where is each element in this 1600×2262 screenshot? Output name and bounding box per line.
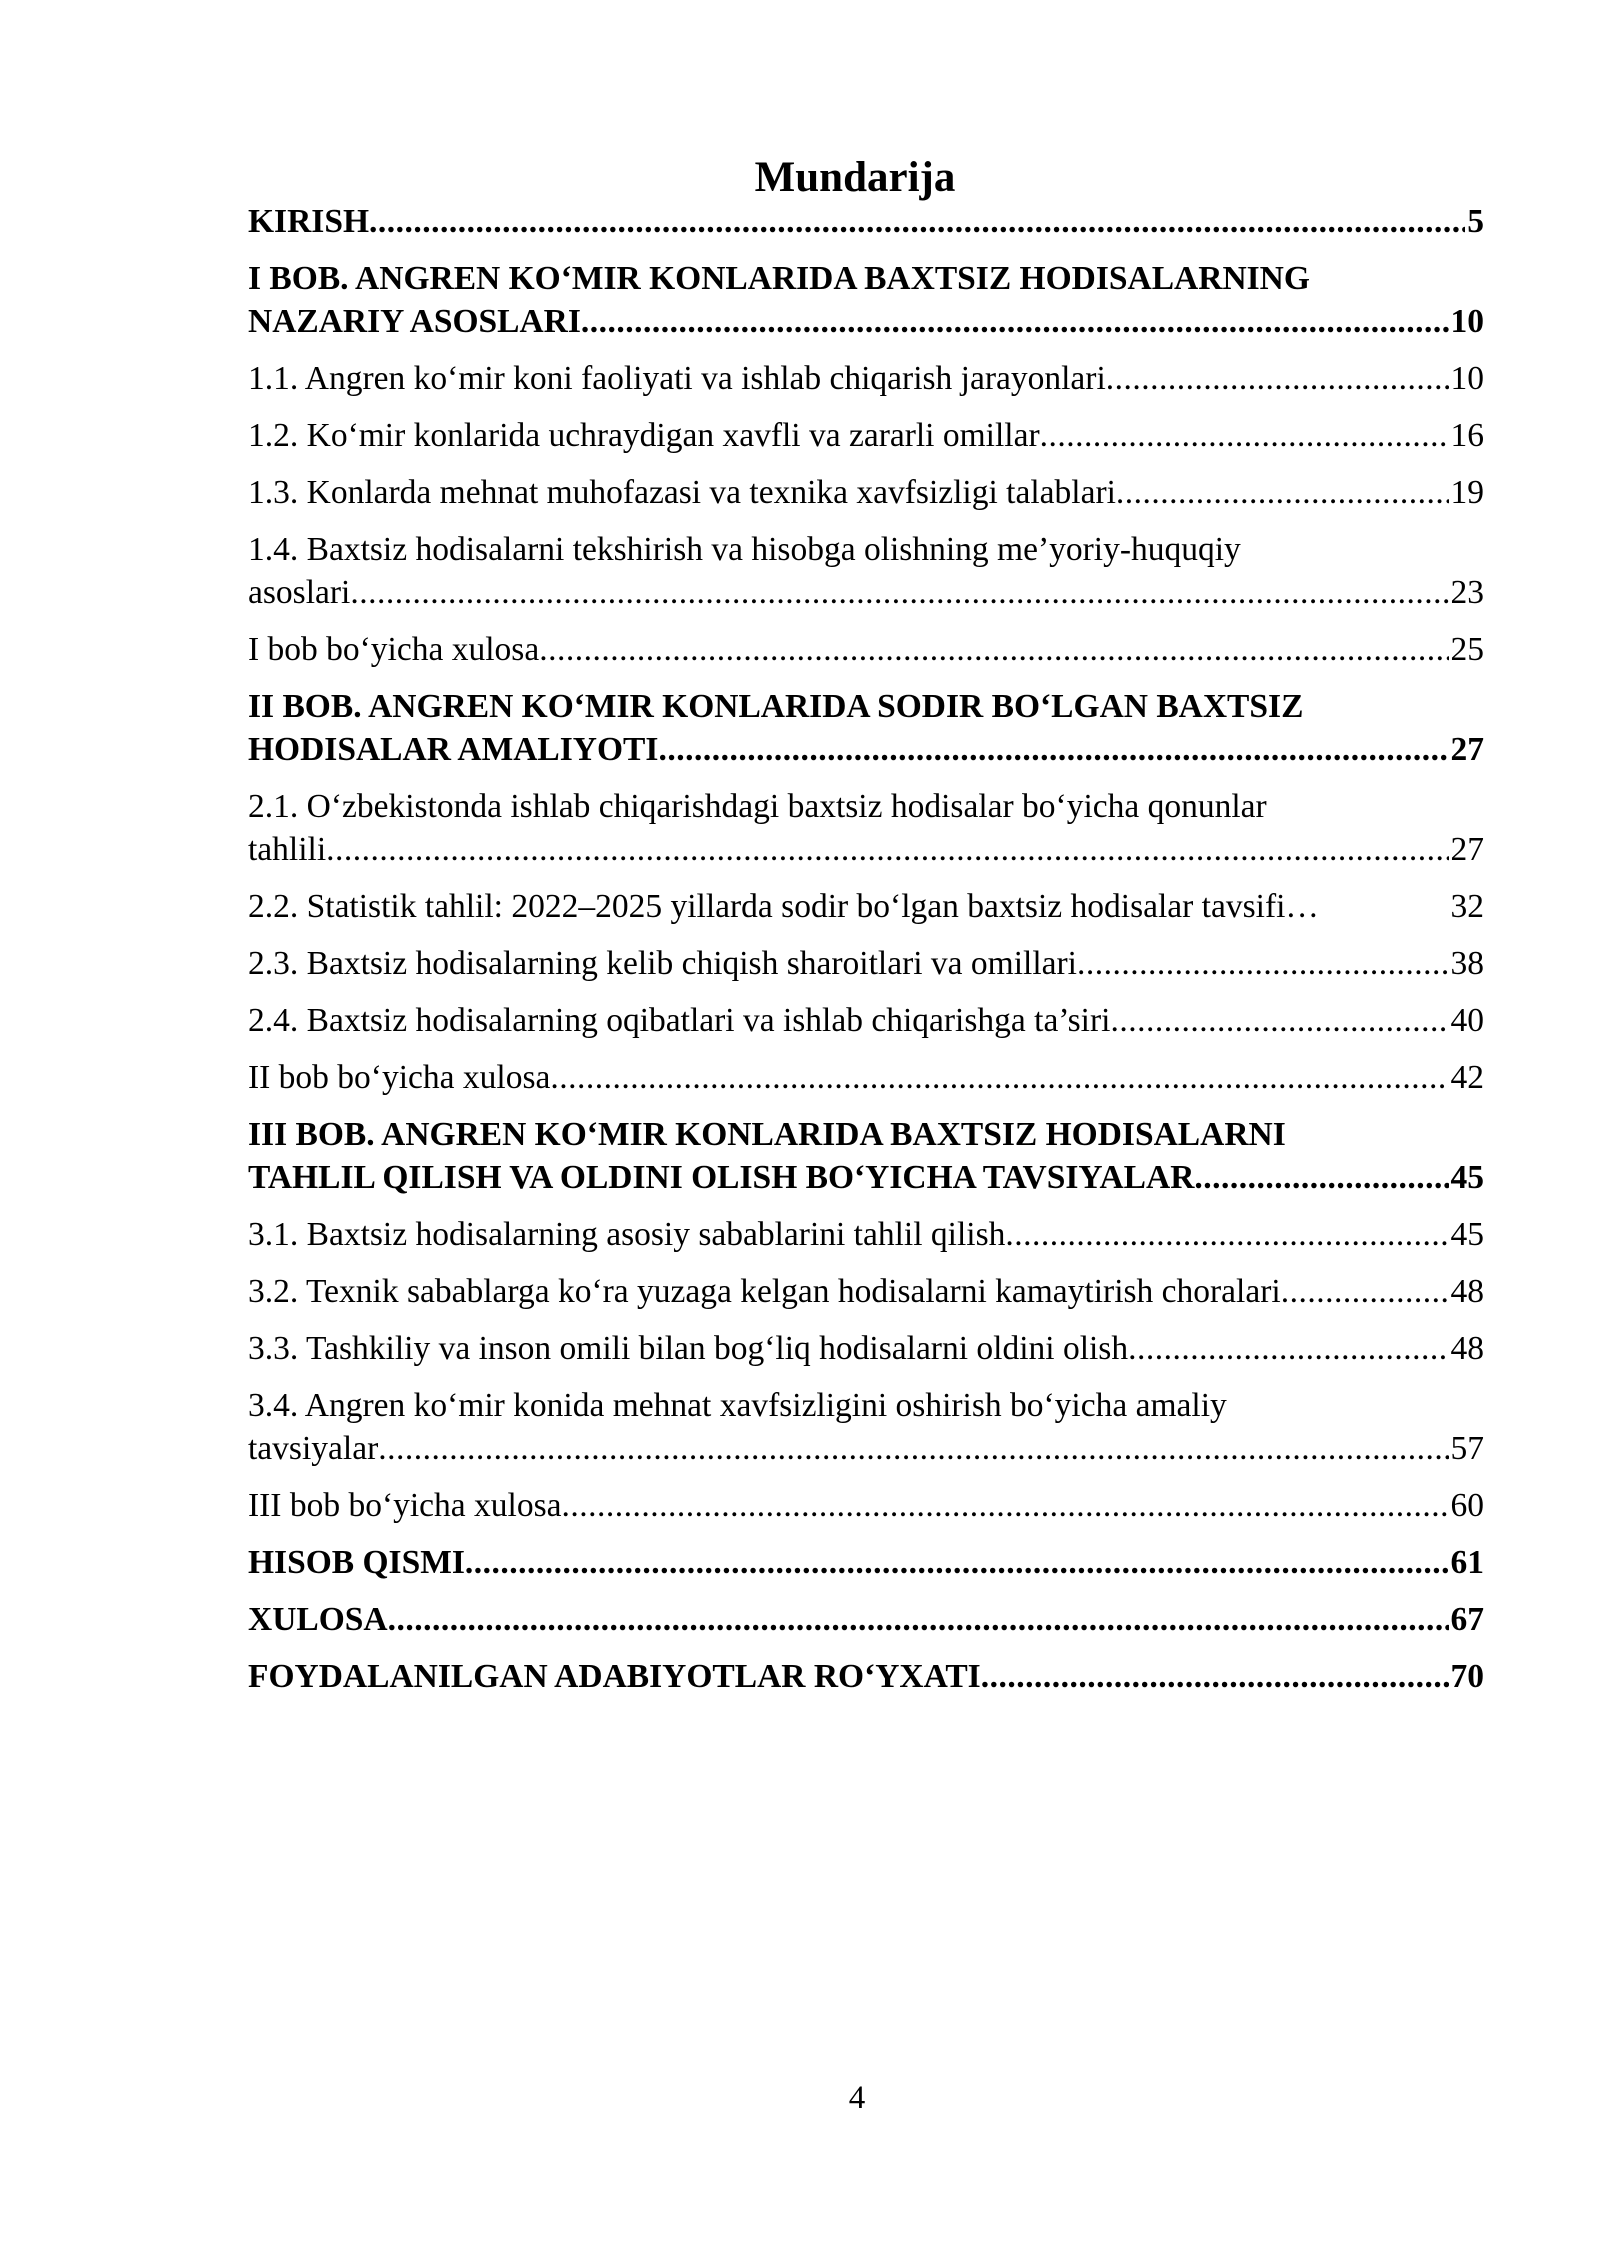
toc-entry-line <box>248 1327 1484 1370</box>
toc-entry-page-number: 45 <box>1450 1159 1484 1196</box>
dot-leader <box>465 1541 1449 1584</box>
toc-entry-title: 2.3. Baxtsiz hodisalarning kelib chiqish sharoitlari va omillari <box>248 945 1077 982</box>
toc-entry-line <box>248 200 1484 243</box>
toc-entry-page-number: 45 <box>1450 1216 1484 1253</box>
table-of-contents <box>248 200 1484 1712</box>
toc-entry-page-number: 19 <box>1450 474 1484 511</box>
toc-entry[interactable] <box>248 1056 1484 1099</box>
toc-entry-page-number: 5 <box>1467 203 1484 240</box>
toc-entry-title: asoslari <box>248 574 351 611</box>
dot-leader <box>1116 471 1449 514</box>
toc-entry[interactable] <box>248 685 1484 771</box>
toc-entry-title: XULOSA <box>248 1601 388 1638</box>
toc-entry-page-number: 10 <box>1450 360 1484 397</box>
toc-entry-line <box>248 1056 1484 1099</box>
dot-leader <box>378 1427 1448 1470</box>
dot-leader <box>350 571 1448 614</box>
toc-entry-title: HODISALAR AMALIYOTI <box>248 731 659 768</box>
dot-leader <box>550 1056 1448 1099</box>
toc-entry-page-number: 25 <box>1450 631 1484 668</box>
toc-entry-line <box>248 1156 1484 1199</box>
toc-entry-title: FOYDALANILGAN ADABIYOTLAR RO‘YXATI <box>248 1658 981 1695</box>
toc-entry-line <box>248 1427 1484 1470</box>
dot-leader <box>981 1655 1449 1698</box>
toc-entry-line <box>248 628 1484 671</box>
toc-entry-line <box>248 728 1484 771</box>
toc-entry[interactable] <box>248 885 1484 928</box>
toc-entry-line <box>248 885 1484 928</box>
toc-entry-title-line1: 2.1. O‘zbekistonda ishlab chiqarishdagi baxtsiz hodisalar bo‘yicha qonunlar <box>248 788 1267 825</box>
toc-entry-line <box>248 828 1484 871</box>
toc-entry-page-number: 48 <box>1450 1330 1484 1367</box>
toc-entry-title: 3.1. Baxtsiz hodisalarning asosiy sabablarini tahlil qilish <box>248 1216 1006 1253</box>
toc-entry-line <box>248 1484 1484 1527</box>
toc-entry-line <box>248 1598 1484 1641</box>
toc-entry-page-number: 70 <box>1450 1658 1484 1695</box>
toc-entry-page-number: 16 <box>1450 417 1484 454</box>
toc-entry-line <box>248 571 1484 614</box>
toc-entry-title: 2.2. Statistik tahlil: 2022–2025 yillarda sodir bo‘lgan baxtsiz hodisalar tavsifi <box>248 888 1286 925</box>
dot-leader <box>1106 357 1449 400</box>
dot-leader <box>658 728 1448 771</box>
toc-entry-title-line1: 1.4. Baxtsiz hodisalarni tekshirish va hisobga olishning me’yoriy-huquqiy <box>248 531 1241 568</box>
dot-leader <box>539 628 1448 671</box>
toc-entry[interactable] <box>248 1213 1484 1256</box>
toc-entry[interactable] <box>248 785 1484 871</box>
dot-leader <box>581 300 1449 343</box>
toc-entry[interactable] <box>248 1270 1484 1313</box>
toc-entry-line <box>248 942 1484 985</box>
toc-entry-line <box>248 300 1484 343</box>
dot-leader <box>326 828 1448 871</box>
toc-title: Mundarija <box>754 154 956 201</box>
toc-entry-page-number: 57 <box>1450 1430 1484 1467</box>
toc-entry[interactable] <box>248 999 1484 1042</box>
toc-entry[interactable] <box>248 414 1484 457</box>
toc-entry[interactable] <box>248 357 1484 400</box>
toc-entry-line <box>248 1270 1484 1313</box>
toc-entry-line <box>248 471 1484 514</box>
toc-entry-title: 1.2. Ko‘mir konlarida uchraydigan xavfli va zararli omillar <box>248 417 1040 454</box>
toc-entry-page-number: 27 <box>1450 831 1484 868</box>
toc-entry-page-number: 23 <box>1450 574 1484 611</box>
toc-entry-page-number: 42 <box>1450 1059 1484 1096</box>
toc-entry[interactable] <box>248 257 1484 343</box>
page-number: 4 <box>848 2080 866 2116</box>
toc-entry-title: 1.3. Konlarda mehnat muhofazasi va texnika xavfsizligi talablari <box>248 474 1116 511</box>
dot-leader <box>1040 414 1449 457</box>
toc-entry[interactable] <box>248 1598 1484 1641</box>
toc-entry-title: tavsiyalar <box>248 1430 379 1467</box>
dot-leader <box>1285 885 1319 928</box>
toc-entry-title: III bob bo‘yicha xulosa <box>248 1487 562 1524</box>
toc-entry[interactable] <box>248 1327 1484 1370</box>
toc-entry[interactable] <box>248 1384 1484 1470</box>
toc-entry[interactable] <box>248 471 1484 514</box>
dot-leader <box>1194 1156 1448 1199</box>
dot-leader <box>1128 1327 1448 1370</box>
toc-entry-line <box>248 1541 1484 1584</box>
toc-entry[interactable] <box>248 1541 1484 1584</box>
dot-leader <box>562 1484 1449 1527</box>
toc-entry-title: 2.4. Baxtsiz hodisalarning oqibatlari va ishlab chiqarishga ta’siri <box>248 1002 1111 1039</box>
toc-entry-line <box>248 1213 1484 1256</box>
toc-entry[interactable] <box>248 1484 1484 1527</box>
dot-leader <box>1005 1213 1448 1256</box>
toc-entry-page-number: 40 <box>1450 1002 1484 1039</box>
toc-entry[interactable] <box>248 628 1484 671</box>
toc-entry-title: II bob bo‘yicha xulosa <box>248 1059 551 1096</box>
toc-entry-title: KIRISH <box>248 203 370 240</box>
toc-entry-title-line1: II BOB. ANGREN KO‘MIR KONLARIDA SODIR BO‘LGAN BAXTSIZ <box>248 688 1304 725</box>
toc-entry-title-line1: 3.4. Angren ko‘mir konida mehnat xavfsizligini oshirish bo‘yicha amaliy <box>248 1387 1227 1424</box>
dot-leader <box>369 200 1465 243</box>
toc-entry-title: TAHLIL QILISH VA OLDINI OLISH BO‘YICHA TAVSIYALAR <box>248 1159 1195 1196</box>
toc-entry-title-line1: I BOB. ANGREN KO‘MIR KONLARIDA BAXTSIZ HODISALARNING <box>248 260 1310 297</box>
toc-entry-line <box>248 999 1484 1042</box>
toc-entry-title: NAZARIY ASOSLARI <box>248 303 581 340</box>
toc-entry-title: tahlili <box>248 831 327 868</box>
dot-leader <box>1110 999 1448 1042</box>
toc-entry-page-number: 67 <box>1450 1601 1484 1638</box>
toc-entry-line <box>248 1655 1484 1698</box>
toc-entry-title: HISOB QISMI <box>248 1544 465 1581</box>
toc-entry-title: 1.1. Angren ko‘mir koni faoliyati va ishlab chiqarish jarayonlari <box>248 360 1106 397</box>
toc-entry-title: 3.3. Tashkiliy va inson omili bilan bog‘liq hodisalarni oldini olish <box>248 1330 1129 1367</box>
toc-entry-page-number: 48 <box>1450 1273 1484 1310</box>
toc-entry[interactable] <box>248 1113 1484 1199</box>
dot-leader <box>1281 1270 1449 1313</box>
toc-entry-page-number: 61 <box>1450 1544 1484 1581</box>
toc-entry-line <box>248 357 1484 400</box>
toc-entry[interactable] <box>248 200 1484 243</box>
toc-entry-page-number: 32 <box>1450 888 1484 925</box>
toc-entry[interactable] <box>248 528 1484 614</box>
toc-entry-title: I bob bo‘yicha xulosa <box>248 631 540 668</box>
toc-entry-title: 3.2. Texnik sabablarga ko‘ra yuzaga kelgan hodisalarni kamaytirish choralari <box>248 1273 1281 1310</box>
toc-entry-page-number: 38 <box>1450 945 1484 982</box>
toc-entry[interactable] <box>248 1655 1484 1698</box>
toc-entry-page-number: 10 <box>1450 303 1484 340</box>
toc-entry-page-number: 60 <box>1450 1487 1484 1524</box>
toc-entry[interactable] <box>248 942 1484 985</box>
dot-leader <box>388 1598 1449 1641</box>
toc-entry-title-line1: III BOB. ANGREN KO‘MIR KONLARIDA BAXTSIZ HODISALARNI <box>248 1116 1286 1153</box>
dot-leader <box>1077 942 1449 985</box>
toc-entry-page-number: 27 <box>1450 731 1484 768</box>
toc-entry-line <box>248 414 1484 457</box>
